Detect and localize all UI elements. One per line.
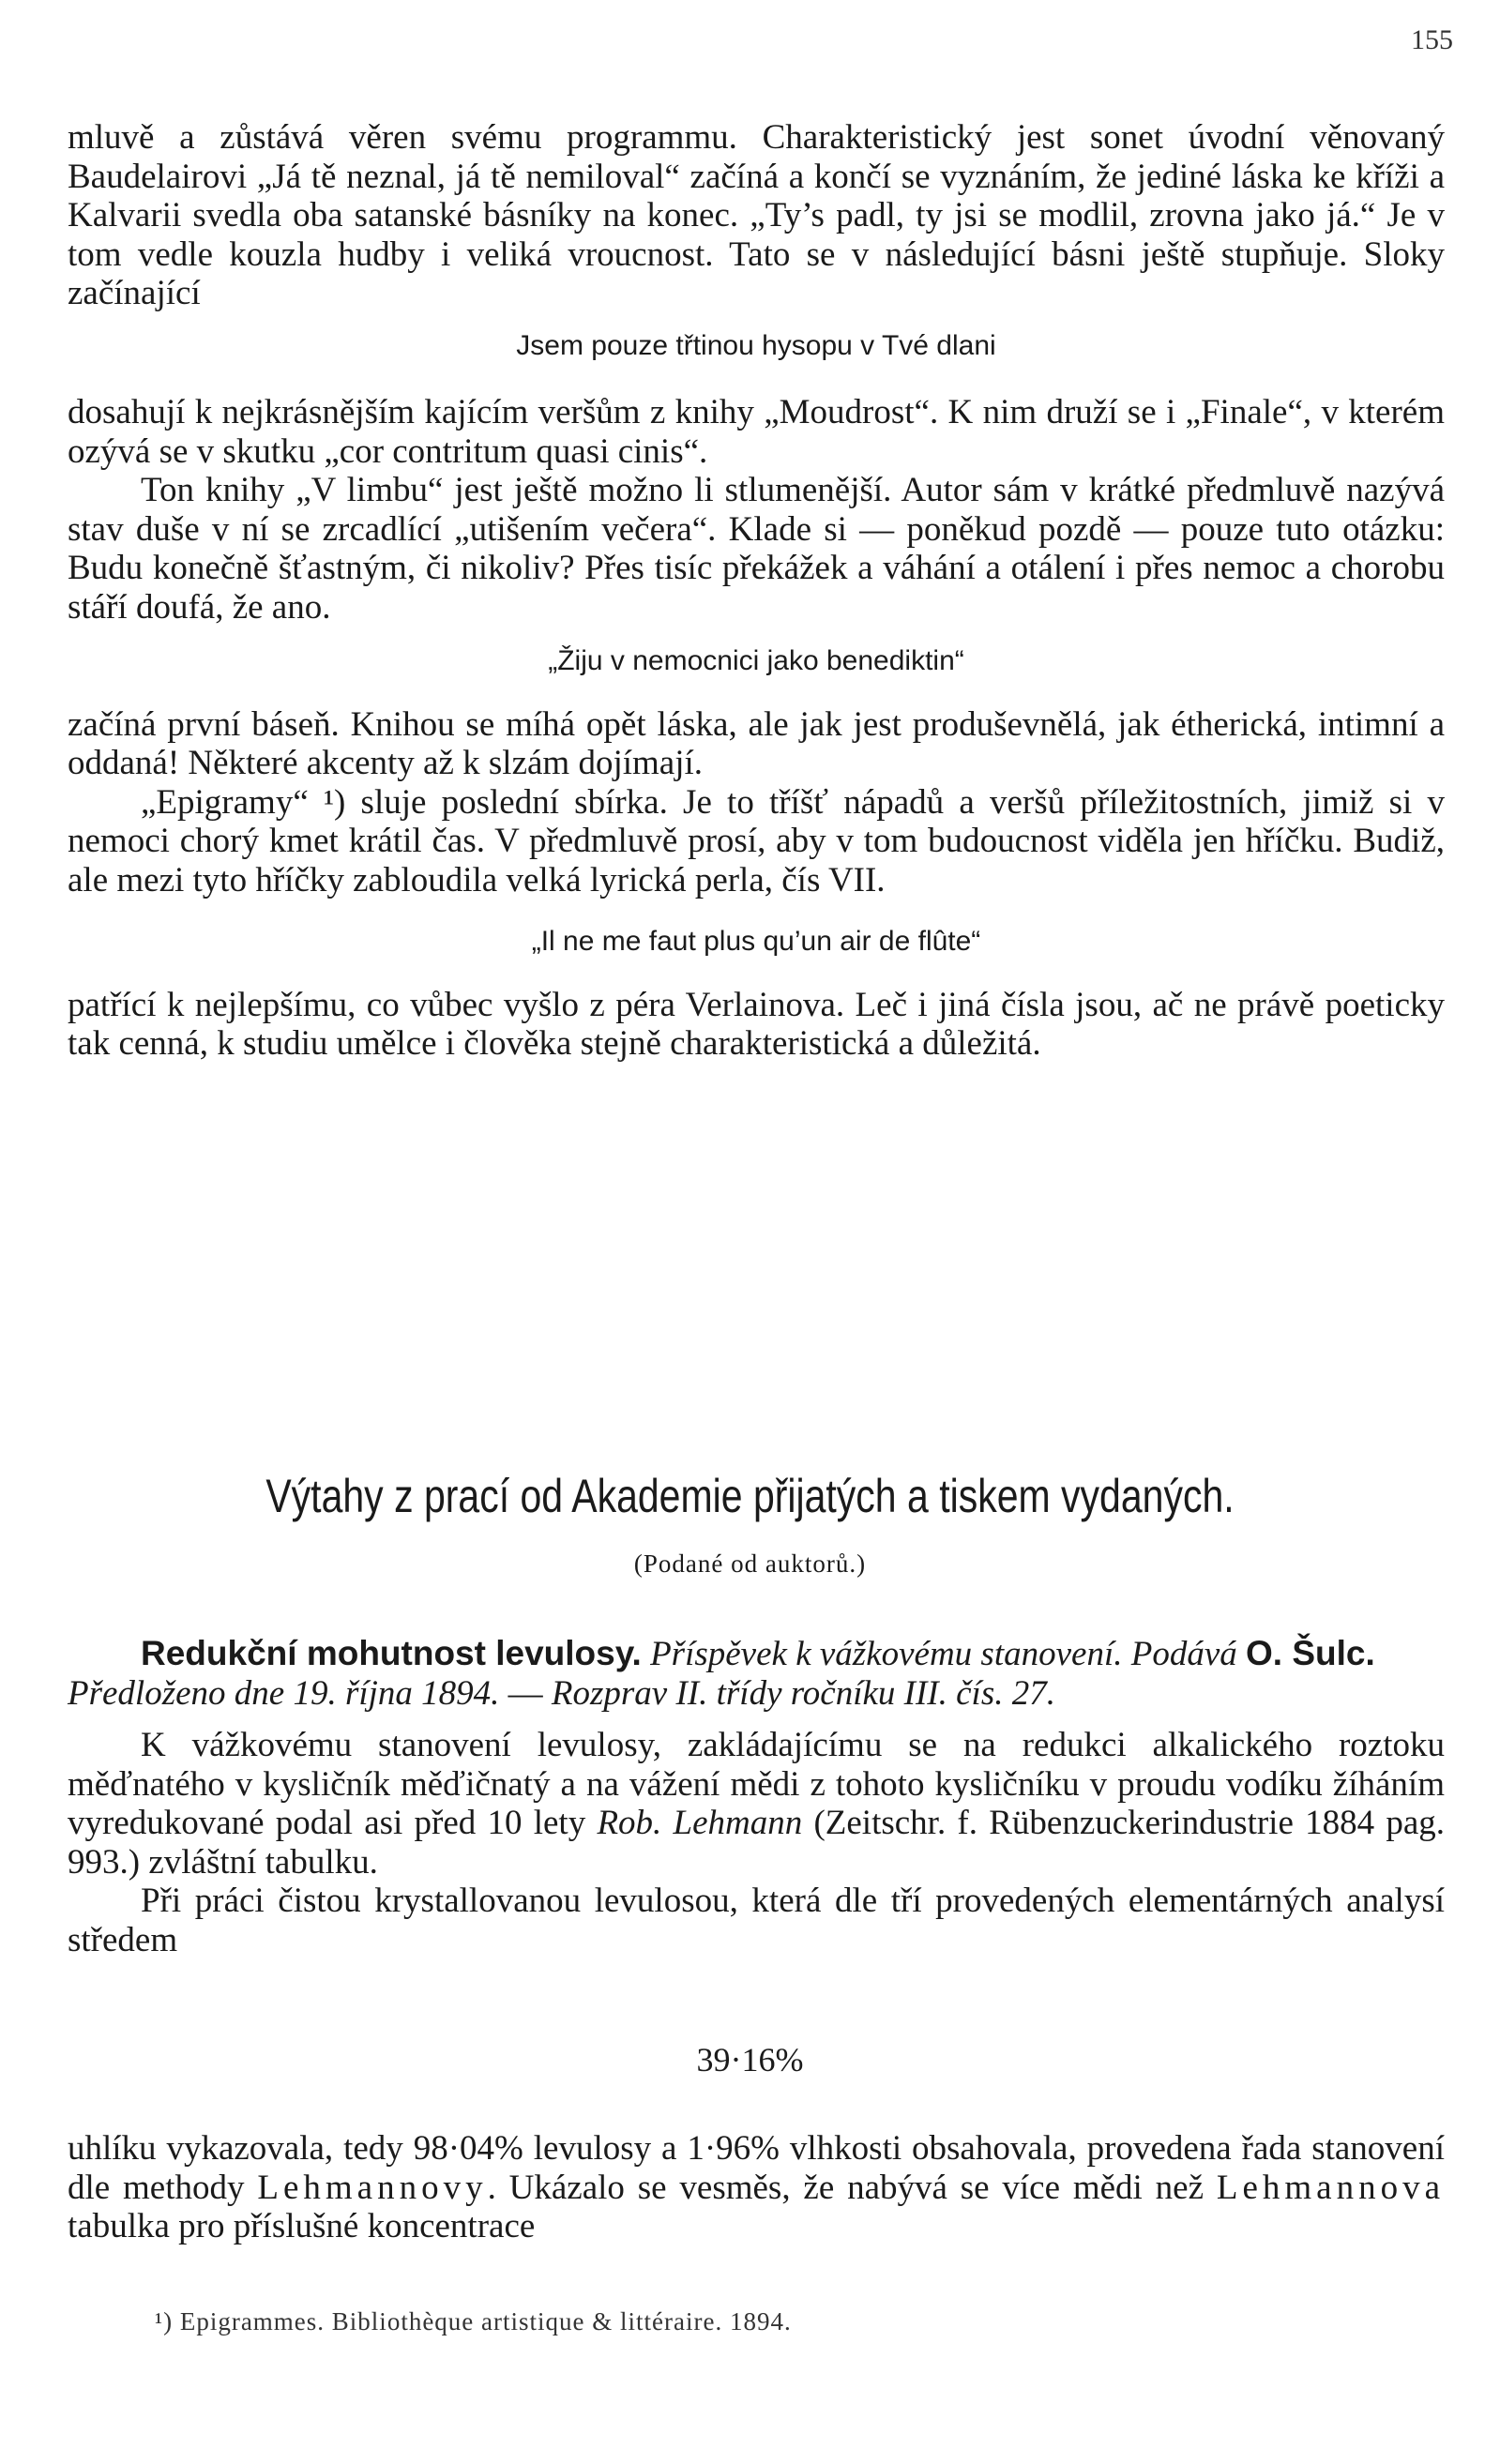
- paragraph-lehmann-method: [68, 1726, 1445, 1882]
- entry-dash: —: [499, 1673, 552, 1713]
- carbon-percentage: 39·16%: [696, 2041, 804, 2079]
- entry-presented-date: Předloženo dne 19. října 1894.: [68, 1673, 500, 1713]
- entry-title: Redukční mohutnost levulosy.: [141, 1634, 642, 1672]
- text-part: . Ukázalo se vesměs, že nabývá se více mědi než: [487, 2168, 1217, 2207]
- text-part: K vážkovému stanovení levulosy, zakládajícímu se na redukci alkalického roztoku měďnatého v kysličník měďičnatý a na vážení mědi z tohoto kysličníku v proudu vodíku žíháním vyredukované podal asi před 10 lety: [68, 1726, 1445, 1842]
- entry-description: Příspěvek k vážkovému stanovení. Podává: [650, 1635, 1237, 1673]
- verse-quote-hyssop: Jsem pouze třtinou hysopu v Tvé dlani: [516, 329, 996, 361]
- author-name-spaced: Lehmannovy: [257, 2168, 488, 2207]
- paragraph-epigrams: „Epigramy“ ¹) sluje poslední sbírka. Je to tříšť nápadů a veršů příležitostních, jimiž si v nemoci chorý kmet krátil čas. V předmluvě prosí, aby v tom budoucnost viděla jen hříčku. Budiž, ale mezi tyto hříčky zabloudila velká lyrická perla, čís VII.: [68, 782, 1445, 899]
- section-heading: Výtahy z prací od Akademie přijatých a tiskem vydaných.: [265, 1470, 1235, 1522]
- paragraph-verlaine-conclusion: patřící k nejlepšímu, co vůbec vyšlo z péra Verlainova. Leč i jiná čísla jsou, ač ne právě poeticky tak cenná, k studiu umělce i člověka stejně charakteristická a důležitá.: [68, 985, 1445, 1063]
- levulose-results: [68, 2129, 1445, 2246]
- text-part: tabulka pro příslušné koncentrace: [68, 2207, 536, 2245]
- paragraph-results: [68, 2129, 1445, 2246]
- page-number: 155: [1411, 24, 1453, 55]
- footnote: ¹) Epigrammes. Bibliothèque artistique & littéraire. 1894.: [155, 2307, 792, 2336]
- text-part: (Zeitschr. f. Rübenzuckerindustrie 1884 pag. 993.) zvláštní tabulku.: [68, 1804, 1445, 1882]
- author-name-lehmann: Rob. Lehmann: [597, 1804, 803, 1842]
- entry-reference: Rozprav II. třídy ročníku III. čís. 27.: [551, 1673, 1055, 1713]
- paragraph-limbo-book: Ton knihy „V limbu“ jest ještě možno li stlumenější. Autor sám v krátké předmluvě nazývá stav duše v ní se zrcadlící „utišením večera“. Klade si — poněkud pozdě — pouze tuto otázku: Budu konečně šťastným, či nikoliv? Přes tisíc překážek a váhání a otálení i přes nemoc a chorobu stáří doufá, že ano.: [68, 471, 1445, 627]
- entry-author: O. Šulc.: [1246, 1634, 1375, 1672]
- verse-quote-hospital: „Žiju v nemocnici jako benediktin“: [548, 645, 964, 676]
- verlaine-section: [68, 118, 1445, 1064]
- paragraph-analysis: Při práci čistou krystallovanou levulosou, která dle tří provedených elementárných analysí středem: [68, 1882, 1445, 1959]
- section-subheading: (Podané od auktorů.): [633, 1549, 867, 1578]
- text-part: uhlíku vykazovala, tedy 98·04% levulosy a 1·96% vlhkosti obsahovala, provedena řada stanovení dle methody: [68, 2129, 1445, 2207]
- verse-quote-flute: „Il ne me faut plus qu’un air de flûte“: [531, 926, 981, 957]
- paragraph-wisdom-verses: dosahují k nejkrásnějším kajícím veršům z knihy „Moudrost“. K nim druží se i „Finale“, v kterém ozývá se v skutku „cor contritum quasi cinis“.: [68, 393, 1445, 471]
- paragraph-baudelaire-sonnet: mluvě a zůstává věren svému programmu. Charakteristický jest sonet úvodní věnovaný Baudelairovi „Já tě neznal, já tě nemiloval“ začíná a končí se vyznáním, že jediné láska ke kříži a Kalvarii svedla oba satanské básníky na konec. „Ty’s padl, ty jsi se modlil, zrovna jako já.“ Je v tom vedle kouzla hudby i veliká vroucnost. Tato se v následující básni ještě stupňuje. Sloky začínající: [68, 118, 1445, 312]
- levulose-abstract: [68, 1634, 1445, 1959]
- paragraph-first-poem: začíná první báseň. Knihou se míhá opět láska, ale jak jest produševnělá, jak étherická, intimní a oddaná! Některé akcenty až k slzám dojímají.: [68, 704, 1445, 782]
- entry-header: [68, 1634, 1445, 1713]
- author-name-spaced: Lehmannova: [1216, 2168, 1445, 2207]
